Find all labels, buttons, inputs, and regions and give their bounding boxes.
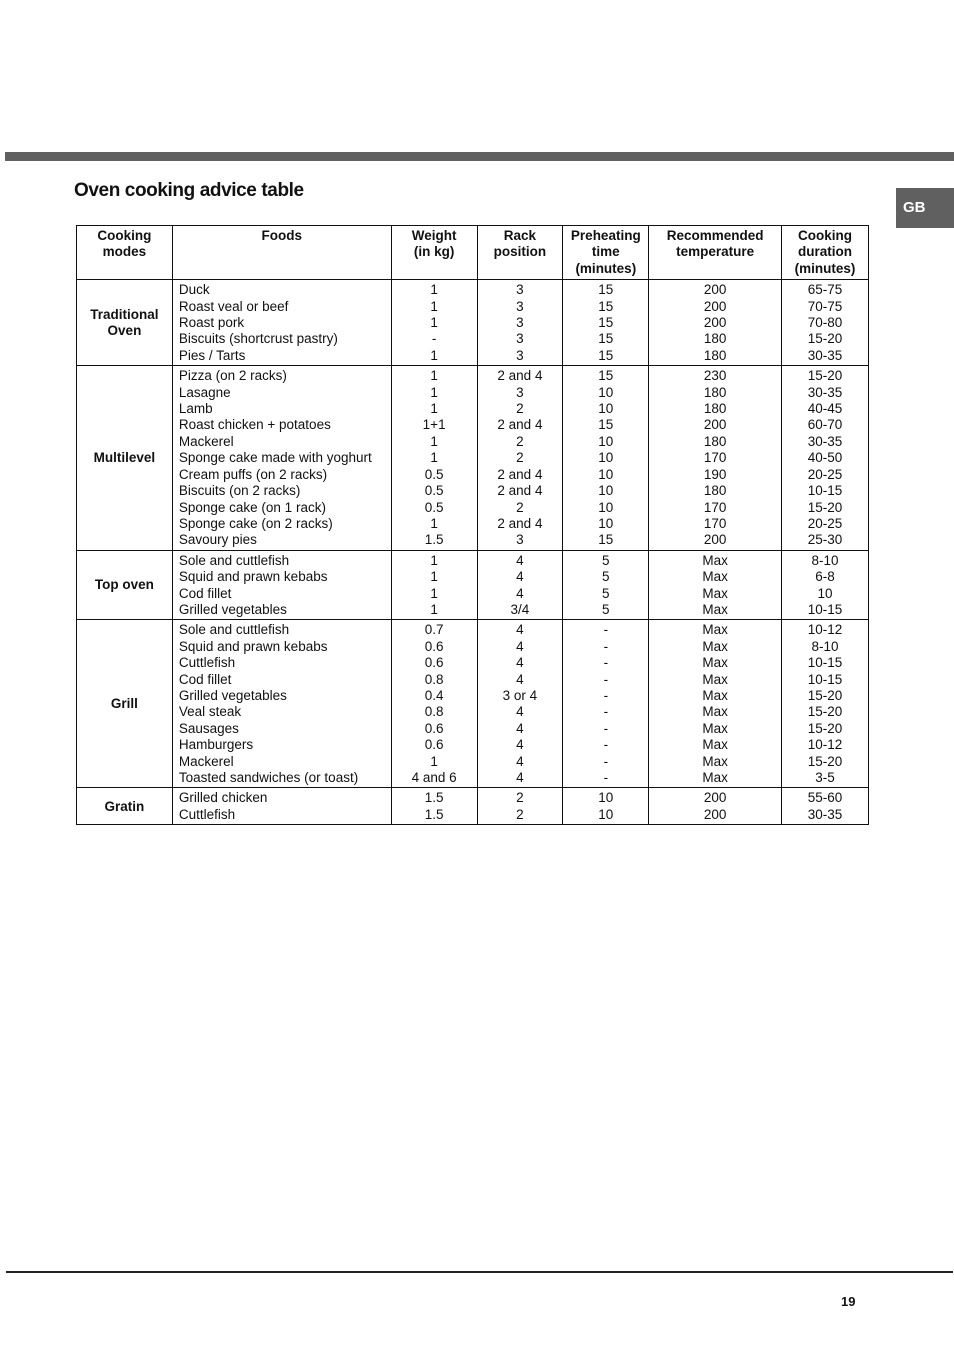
table-body — [77, 280, 869, 825]
cell-line: 230 — [703, 368, 727, 384]
cell-line: 25-30 — [807, 532, 843, 548]
cell-line: 4 — [516, 753, 524, 769]
cell-line: 1 — [430, 569, 438, 585]
cell-line: Sponge cake (on 2 racks) — [178, 515, 333, 531]
cell-line: 60-70 — [807, 417, 843, 433]
cell-line: Cuttlefish — [178, 655, 236, 671]
cell-line: 10-15 — [807, 655, 843, 671]
foods-cell — [172, 366, 391, 550]
cell-line: 0.5 — [424, 499, 444, 515]
cell-line: 200 — [703, 298, 727, 314]
cell-line: 10 — [598, 499, 614, 515]
cell-line: 4 — [516, 770, 524, 785]
cell-line: Max — [702, 622, 728, 638]
cell-line: 1 — [430, 450, 438, 466]
cell-line: 10 — [598, 433, 614, 449]
header-cooking-duration: Cooking duration (minutes) — [782, 226, 869, 280]
foods-cell — [172, 550, 391, 620]
cell-line: 10-15 — [807, 671, 843, 687]
temperature-cell — [649, 620, 782, 788]
cell-line: Max — [702, 720, 728, 736]
cell-line: 2 and 4 — [497, 417, 543, 433]
cell-line: 10-12 — [807, 622, 843, 638]
cell-line: 10 — [598, 515, 614, 531]
cell-line: 15-20 — [807, 753, 843, 769]
cell-line: Squid and prawn kebabs — [178, 569, 328, 585]
cell-line: 10-15 — [807, 483, 843, 499]
cell-line: 15-20 — [807, 720, 843, 736]
cell-line: 10 — [598, 384, 614, 400]
cell-line: 180 — [703, 331, 727, 347]
cell-line: 30-35 — [807, 806, 843, 822]
cooking-mode-label: Multilevel — [93, 450, 156, 466]
rack-position-cell — [477, 280, 563, 366]
header-cooking-modes: Cooking modes — [77, 226, 173, 280]
cooking-mode-label: Top oven — [94, 577, 154, 593]
cell-line: 0.6 — [424, 655, 444, 671]
cell-line: 1 — [430, 601, 438, 617]
cell-line: Max — [702, 638, 728, 654]
cell-line: 15 — [598, 532, 614, 548]
cell-line: 30-35 — [807, 347, 843, 363]
cell-line: 2 and 4 — [497, 368, 543, 384]
cell-line: Sponge cake (on 1 rack) — [178, 499, 326, 515]
cell-line: 4 — [516, 569, 524, 585]
cell-line: 0.5 — [424, 483, 444, 499]
cell-line: Max — [702, 585, 728, 601]
cell-line: Roast pork — [178, 315, 245, 331]
cell-line: 70-80 — [807, 315, 843, 331]
cell-line: 3 — [516, 298, 524, 314]
cell-line: - — [603, 671, 609, 687]
table-row — [77, 620, 869, 788]
foods-cell — [172, 620, 391, 788]
cell-line: 4 — [516, 671, 524, 687]
cell-line: Grilled vegetables — [178, 601, 287, 617]
cell-line: 40-45 — [807, 401, 843, 417]
cell-line: 0.8 — [424, 704, 444, 720]
preheating-time-cell — [563, 788, 649, 825]
cell-line: 15-20 — [807, 687, 843, 703]
cell-line: 3 — [516, 347, 524, 363]
cell-line: 4 — [516, 552, 524, 568]
cell-line: 15 — [598, 417, 614, 433]
cooking-mode-cell — [77, 280, 173, 366]
cell-line: Lasagne — [178, 384, 231, 400]
cooking-mode-cell — [77, 620, 173, 788]
cell-line: Grilled vegetables — [178, 687, 287, 703]
cell-line: 20-25 — [807, 515, 843, 531]
rack-position-cell — [477, 550, 563, 620]
weight-cell — [391, 620, 477, 788]
cell-line: Max — [702, 601, 728, 617]
temperature-cell — [649, 366, 782, 550]
cell-line: Sausages — [178, 720, 239, 736]
cell-line: Sponge cake made with yoghurt — [178, 450, 372, 466]
cell-line: 40-50 — [807, 450, 843, 466]
cell-line: 70-75 — [807, 298, 843, 314]
cell-line: 15-20 — [807, 368, 843, 384]
cell-line: 1.5 — [424, 532, 444, 548]
table-row — [77, 366, 869, 550]
header-bar — [5, 152, 954, 161]
cell-line: - — [603, 753, 609, 769]
cell-line: Mackerel — [178, 753, 234, 769]
cell-line: 10 — [598, 483, 614, 499]
footer-rule — [6, 1271, 953, 1273]
cell-line: Pizza (on 2 racks) — [178, 368, 287, 384]
header-recommended-temperature: Recommended temperature — [649, 226, 782, 280]
cell-line: Roast veal or beef — [178, 298, 289, 314]
cell-line: 10 — [598, 401, 614, 417]
table-header-row — [77, 226, 869, 280]
cell-line: Biscuits (on 2 racks) — [178, 483, 301, 499]
cell-line: 2 — [516, 401, 524, 417]
rack-position-cell — [477, 366, 563, 550]
table-row — [77, 550, 869, 620]
cell-line: 4 — [516, 737, 524, 753]
preheating-time-cell — [563, 620, 649, 788]
cell-line: 200 — [703, 315, 727, 331]
cell-line: 4 and 6 — [411, 770, 457, 785]
cooking-advice-table — [76, 225, 869, 825]
cell-line: 2 — [516, 499, 524, 515]
preheating-time-cell — [563, 550, 649, 620]
cell-line: Max — [702, 655, 728, 671]
cell-line: Squid and prawn kebabs — [178, 638, 328, 654]
cooking-mode-cell — [77, 788, 173, 825]
cell-line: 180 — [703, 483, 727, 499]
cell-line: 5 — [602, 552, 610, 568]
cell-line: 0.4 — [424, 687, 444, 703]
cell-line: 180 — [703, 401, 727, 417]
cell-line: 1 — [430, 347, 438, 363]
cell-line: Biscuits (shortcrust pastry) — [178, 331, 338, 347]
cell-line: 3 — [516, 384, 524, 400]
cell-line: 1.5 — [424, 806, 444, 822]
cell-line: 0.5 — [424, 466, 444, 482]
cell-line: 1 — [430, 552, 438, 568]
cell-line: - — [603, 687, 609, 703]
cooking-duration-cell — [782, 280, 869, 366]
cell-line: Max — [702, 569, 728, 585]
cell-line: 3-5 — [815, 770, 835, 785]
cell-line: 30-35 — [807, 433, 843, 449]
cell-line: Sole and cuttlefish — [178, 622, 290, 638]
cell-line: 200 — [703, 790, 727, 806]
cell-line: 2 — [516, 433, 524, 449]
cell-line: Cuttlefish — [178, 806, 236, 822]
cell-line: 170 — [703, 499, 727, 515]
cell-line: Max — [702, 753, 728, 769]
cell-line: 8-10 — [811, 638, 839, 654]
cell-line: 2 and 4 — [497, 483, 543, 499]
cell-line: Max — [702, 770, 728, 785]
cell-line: 15 — [598, 282, 614, 298]
cell-line: 3 — [516, 331, 524, 347]
cell-line: - — [431, 331, 437, 347]
cell-line: 15 — [598, 368, 614, 384]
cell-line: 1 — [430, 282, 438, 298]
cell-line: Toasted sandwiches (or toast) — [178, 770, 359, 785]
cell-line: 200 — [703, 417, 727, 433]
cell-line: 30-35 — [807, 384, 843, 400]
weight-cell — [391, 550, 477, 620]
cell-line: 6-8 — [815, 569, 835, 585]
cell-line: 15 — [598, 347, 614, 363]
cooking-mode-cell — [77, 550, 173, 620]
cell-line: Max — [702, 687, 728, 703]
cell-line: 10 — [598, 790, 614, 806]
cell-line: 5 — [602, 601, 610, 617]
cell-line: Max — [702, 552, 728, 568]
table-row — [77, 788, 869, 825]
cell-line: 1 — [430, 515, 438, 531]
cell-line: 10-15 — [807, 601, 843, 617]
cell-line: 3 — [516, 315, 524, 331]
cell-line: 10 — [598, 806, 614, 822]
cell-line: 3 — [516, 282, 524, 298]
cell-line: 200 — [703, 806, 727, 822]
cell-line: 200 — [703, 282, 727, 298]
cell-line: 10 — [598, 466, 614, 482]
cell-line: Mackerel — [178, 433, 234, 449]
cooking-duration-cell — [782, 788, 869, 825]
temperature-cell — [649, 550, 782, 620]
foods-cell — [172, 280, 391, 366]
page-title: Oven cooking advice table — [74, 180, 304, 201]
cell-line: 2 and 4 — [497, 515, 543, 531]
cell-line: 1 — [430, 585, 438, 601]
cell-line: Lamb — [178, 401, 213, 417]
cell-line: 15-20 — [807, 499, 843, 515]
cell-line: Cod fillet — [178, 671, 232, 687]
cell-line: Max — [702, 704, 728, 720]
cell-line: Cod fillet — [178, 585, 232, 601]
cell-line: 1 — [430, 401, 438, 417]
header-preheating-time: Preheating time (minutes) — [563, 226, 649, 280]
cell-line: - — [603, 655, 609, 671]
cell-line: 4 — [516, 585, 524, 601]
preheating-time-cell — [563, 280, 649, 366]
cell-line: 15 — [598, 315, 614, 331]
page-number: 19 — [841, 1294, 856, 1309]
cell-line: 55-60 — [807, 790, 843, 806]
cell-line: Max — [702, 671, 728, 687]
cooking-mode-label: Grill — [110, 696, 138, 712]
cell-line: 1 — [430, 384, 438, 400]
cell-line: 8-10 — [811, 552, 839, 568]
table-row — [77, 280, 869, 366]
cell-line: 180 — [703, 347, 727, 363]
cell-line: 4 — [516, 655, 524, 671]
cell-line: 5 — [602, 585, 610, 601]
cell-line: 0.8 — [424, 671, 444, 687]
cell-line: Max — [702, 737, 728, 753]
cell-line: 4 — [516, 622, 524, 638]
cell-line: 1.5 — [424, 790, 444, 806]
cell-line: Grilled chicken — [178, 790, 268, 806]
cooking-mode-label: Gratin — [104, 798, 145, 814]
cell-line: 20-25 — [807, 466, 843, 482]
cell-line: 1 — [430, 315, 438, 331]
cooking-duration-cell — [782, 550, 869, 620]
cell-line: - — [603, 638, 609, 654]
header-rack-position: Rack position — [477, 226, 563, 280]
cell-line: 1+1 — [422, 417, 446, 433]
cell-line: Pies / Tarts — [178, 347, 246, 363]
cell-line: 190 — [703, 466, 727, 482]
cell-line: Veal steak — [178, 704, 242, 720]
cell-line: 10-12 — [807, 737, 843, 753]
cell-line: 15-20 — [807, 704, 843, 720]
cell-line: 170 — [703, 450, 727, 466]
cell-line: 10 — [817, 585, 833, 601]
cell-line: 1 — [430, 753, 438, 769]
cell-line: 0.6 — [424, 720, 444, 736]
cell-line: 180 — [703, 433, 727, 449]
cell-line: 200 — [703, 532, 727, 548]
cell-line: Savoury pies — [178, 532, 257, 548]
rack-position-cell — [477, 788, 563, 825]
cell-line: 65-75 — [807, 282, 843, 298]
cell-line: 4 — [516, 638, 524, 654]
cell-line: - — [603, 720, 609, 736]
cell-line: Roast chicken + potatoes — [178, 417, 331, 433]
cell-line: 2 — [516, 806, 524, 822]
cell-line: - — [603, 737, 609, 753]
cell-line: 0.6 — [424, 638, 444, 654]
preheating-time-cell — [563, 366, 649, 550]
temperature-cell — [649, 788, 782, 825]
cell-line: 1 — [430, 298, 438, 314]
cell-line: 0.6 — [424, 737, 444, 753]
header-weight: Weight (in kg) — [391, 226, 477, 280]
cell-line: 1 — [430, 433, 438, 449]
cell-line: 0.7 — [424, 622, 444, 638]
weight-cell — [391, 788, 477, 825]
cell-line: 15 — [598, 331, 614, 347]
temperature-cell — [649, 280, 782, 366]
cell-line: 3/4 — [510, 601, 530, 617]
cell-line: 15 — [598, 298, 614, 314]
cell-line: 5 — [602, 569, 610, 585]
foods-cell — [172, 788, 391, 825]
cell-line: 10 — [598, 450, 614, 466]
cooking-mode-label: Oven — [107, 323, 142, 339]
cell-line: - — [603, 622, 609, 638]
cell-line: 3 or 4 — [502, 687, 538, 703]
cell-line: 4 — [516, 704, 524, 720]
cell-line: 3 — [516, 532, 524, 548]
weight-cell — [391, 366, 477, 550]
language-tab: GB — [896, 188, 954, 228]
cell-line: Hamburgers — [178, 737, 254, 753]
cooking-duration-cell — [782, 366, 869, 550]
cooking-mode-cell — [77, 366, 173, 550]
weight-cell — [391, 280, 477, 366]
cell-line: - — [603, 770, 609, 785]
cell-line: 15-20 — [807, 331, 843, 347]
cell-line: 2 — [516, 450, 524, 466]
cooking-duration-cell — [782, 620, 869, 788]
cell-line: Cream puffs (on 2 racks) — [178, 466, 328, 482]
rack-position-cell — [477, 620, 563, 788]
cell-line: 2 and 4 — [497, 466, 543, 482]
cell-line: 4 — [516, 720, 524, 736]
cell-line: Sole and cuttlefish — [178, 552, 290, 568]
cell-line: 2 — [516, 790, 524, 806]
cell-line: 1 — [430, 368, 438, 384]
cell-line: 180 — [703, 384, 727, 400]
cell-line: 170 — [703, 515, 727, 531]
cooking-mode-label: Traditional — [90, 306, 159, 322]
cell-line: - — [603, 704, 609, 720]
cell-line: Duck — [178, 282, 210, 298]
header-foods: Foods — [172, 226, 391, 280]
